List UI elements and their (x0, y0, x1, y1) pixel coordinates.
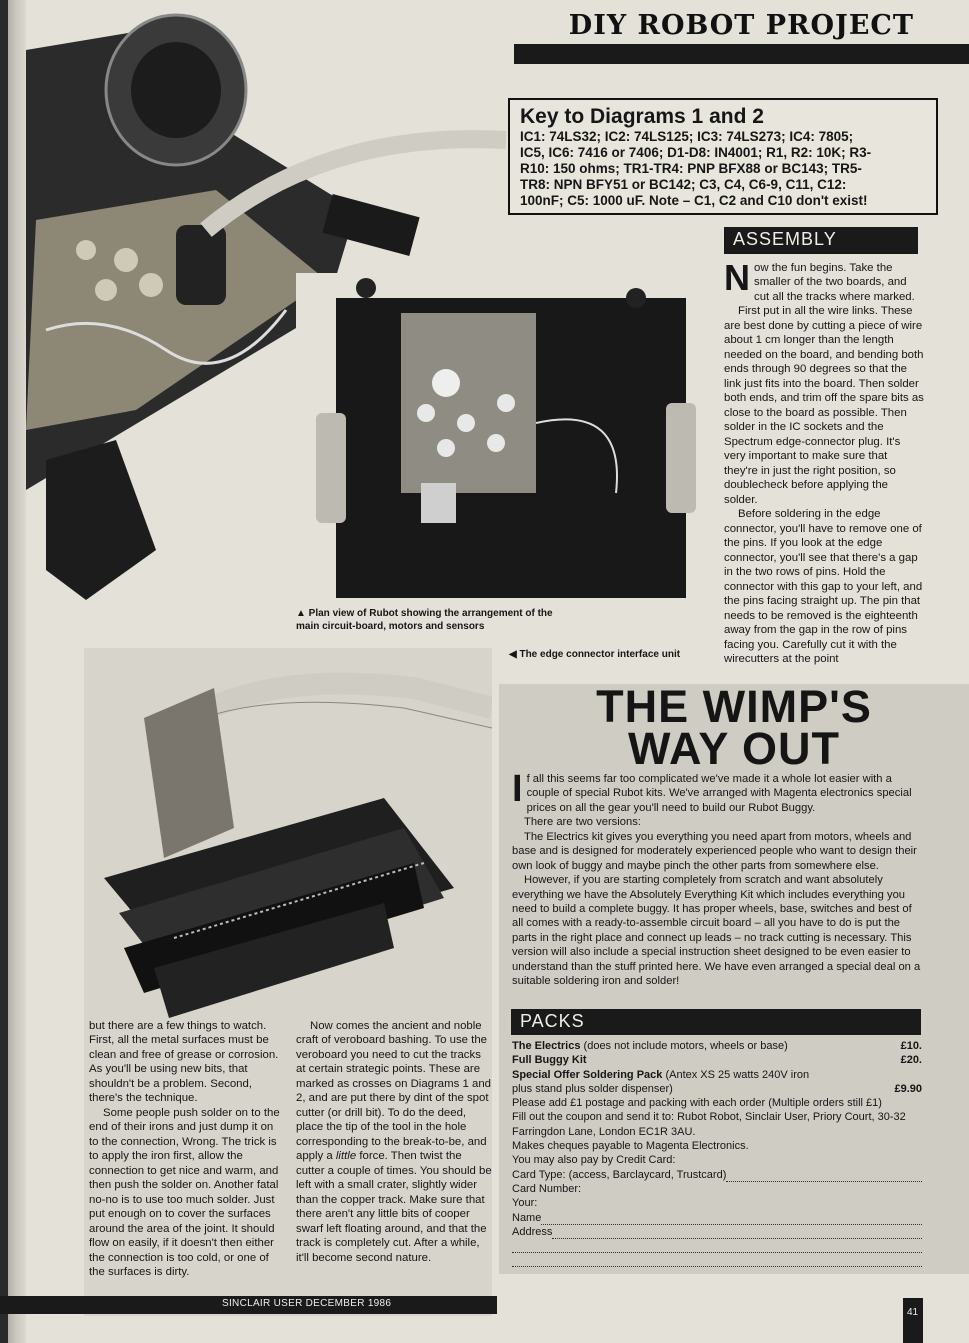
assembly-dropcap: N (724, 257, 750, 298)
card-type-label: Card Type: (access, Barclaycard, Trustcard) (512, 1168, 727, 1181)
footer-text: SINCLAIR USER DECEMBER 1986 (222, 1298, 392, 1309)
pack-price: £10. (900, 1040, 922, 1052)
offer-paragraph: There are two versions: (524, 816, 641, 829)
key-body (520, 129, 936, 209)
diagram-key-box (508, 98, 938, 215)
offer-paragraph: The Electrics kit gives you everything you need apart from motors, wheels and base and is designed for moderately experienced people who want to design their own look of buggy and maybe pinch the other parts from somewhere else. (512, 830, 917, 872)
offer-title (499, 681, 969, 774)
pack-price: £20. (900, 1054, 922, 1067)
your-label: Your: (512, 1197, 538, 1210)
header-rule (508, 44, 969, 64)
offer-title-line: WAY OUT (627, 723, 841, 774)
binding-edge (0, 0, 8, 1343)
pack-name: The Electrics (512, 1040, 581, 1052)
credit-note: You may also pay by Credit Card: (512, 1154, 676, 1167)
key-line: IC1: 74LS32; IC2: 74LS125; IC3: 74LS273; IC4: 7805; (520, 129, 854, 145)
address-label: Address (512, 1225, 553, 1238)
assembly-first-line: ow the fun begins. Take (754, 262, 874, 274)
key-line: 100nF; C5: 1000 uF. Note – C1, C2 and C10 don't exist! (520, 193, 868, 209)
assembly-heading: ASSEMBLY (724, 227, 918, 254)
pack-buggy (512, 1053, 922, 1067)
column2-italic: little (335, 1150, 357, 1163)
page-number: 41 (907, 1307, 919, 1318)
pack-note: (does not include motors, wheels or base) (580, 1040, 788, 1052)
plan-view-caption: ▲ Plan view of Rubot showing the arrangement of the main circuit-board, motors and sensors (296, 608, 553, 632)
assembly-paragraph: Before soldering in the edge connector, you'll have to remove one of the pins. If you look at the edge connector, you'll see that there's a gap in the two rows of pins. Hold the connector with this gap to your left, and the pins facing straight up. The pin that needs to be removed is the eighteenth away from the gap in the row of pins facing you. Carefully cut it with the wirecutters at the point (724, 508, 923, 666)
packs-heading: PACKS (511, 1009, 921, 1035)
offer-intro: f all this seems far too complicated we've made it a whole lot easier with a couple of special Rubot kits. We've arranged with Magenta electronics special prices on all the gear you'll need to build our Rubot Buggy. (526, 773, 912, 814)
offer-title-line: THE WIMP'S (596, 681, 872, 732)
offer-dropcap: I (512, 768, 523, 810)
pack-name: Full Buggy Kit (512, 1054, 587, 1067)
robot-plan-view-photo (296, 273, 720, 603)
key-line: TR8: NPN BFY51 or BC142; C3, C4, C6-9, C11, C12: (520, 177, 847, 193)
pack-note: (Antex XS 25 watts 240V iron (662, 1068, 810, 1081)
key-title: Key to Diagrams 1 and 2 (520, 105, 764, 128)
page-header-title: DIY ROBOT PROJECT (568, 10, 914, 41)
pack-price: £9.90 (894, 1082, 922, 1095)
edge-connector-caption: ◀ The edge connector interface unit (509, 649, 681, 660)
postage-note: Please add £1 postage and packing with each order (Multiple orders still £1) (512, 1097, 882, 1110)
pack-soldering (512, 1068, 922, 1082)
card-type-field[interactable] (726, 1168, 922, 1182)
page-number-box (903, 1298, 923, 1343)
assembly-paragraph: First put in all the wire links. These are best done by cutting a piece of wire about 1 cm longer than the length needed on the board, and bending both ends through 90 degrees so that the link just fits into the board. Then solder both ends, and trim off the spare bits as close to the board as possible. Then solder in the IC sockets and the Spectrum edge-connector plug. It's very important to make sure that they're in just the right position, so doublecheck before applying the solder. (724, 305, 924, 506)
offer-text (512, 768, 922, 989)
assembly-text (724, 257, 924, 667)
address-field-line[interactable] (512, 1253, 922, 1267)
offer-paragraph: However, if you are starting completely from scratch and want absolutely everything we have the Absolutely Everything Kit which includes everything you need to build a complete buggy. It has proper wheels, base, switches and best of all comes with a ready-to-assemble circuit board – all you have to do is put the parts in the right place and connect up leads – no track cutting is necessary. This version will also include a special instruction sheet designed to be even easier to understand than the stuff printed here. We have even arranged a special deal on a suitable soldering iron and solder! (512, 874, 921, 988)
key-line: R10: 150 ohms; TR1-TR4: PNP BFX88 or BC143; TR5- (520, 161, 862, 177)
pack-name: Special Offer Soldering Pack (512, 1068, 663, 1081)
packs-list (512, 1039, 922, 1267)
send-address: Fill out the coupon and send it to: Rubot Robot, Sinclair User, Priory Court, 30-32 Farringdon Lane, London EC1R 3AU. (512, 1111, 906, 1138)
address-field-line[interactable] (512, 1239, 922, 1253)
body-column-2 (296, 1019, 492, 1265)
name-label: Name (512, 1211, 542, 1224)
cheque-note: Makes cheques payable to Magenta Electronics. (512, 1140, 749, 1153)
column2-text-end: force. Then twist the cutter a couple of times. You should be left with a small crater, slightly wider than the copper track. Make sure that there aren't any little bits of cooper swarf left floating around, and that the track is completely cut. After a while, it'll become second nature. (296, 1150, 492, 1264)
body-column-1 (89, 1019, 283, 1280)
pack-note: plus stand plus solder dispenser) (512, 1082, 673, 1095)
key-line: IC5, IC6: 7416 or 7406; D1-D8: IN4001; R1, R2: 10K; R3- (520, 145, 872, 161)
pack-electrics (512, 1039, 922, 1053)
column1-paragraph: Some people push solder on to the end of their irons and just dump it on to the connection, Wrong. The trick is to apply the iron first, allow the connection to get nice and warm, and then push the solder on. Another fatal no-no is to use too much solder. Just put enough on to cover the surfaces around the area of the joint. It should flow on easily, if it doesn't then either the connection is too cold, or one of the surfaces is dirty. (89, 1106, 280, 1279)
assembly-first-para: the smaller of the two boards, and cut all the tracks where marked. (754, 262, 915, 303)
card-number-label: Card Number: (512, 1182, 582, 1195)
name-field[interactable] (541, 1211, 922, 1225)
column2-text: Now comes the ancient and noble craft of veroboard bashing. To use the veroboard you need to cut the tracks at certain strategic points. These are marked as crosses on Diagrams 1 and 2, and are put there by dint of the spot cutter (or drill bit). To do the deed, place the tip of the tool in the hole corresponding to the break-to-be, and apply a (296, 1020, 491, 1163)
address-field[interactable] (552, 1225, 922, 1239)
column1-paragraph: but there are a few things to watch. First, all the metal surfaces must be clean and free of grease or corrosion. As you'll be using new bits, that shouldn't be a problem. Second, there's the technique. (89, 1020, 279, 1105)
